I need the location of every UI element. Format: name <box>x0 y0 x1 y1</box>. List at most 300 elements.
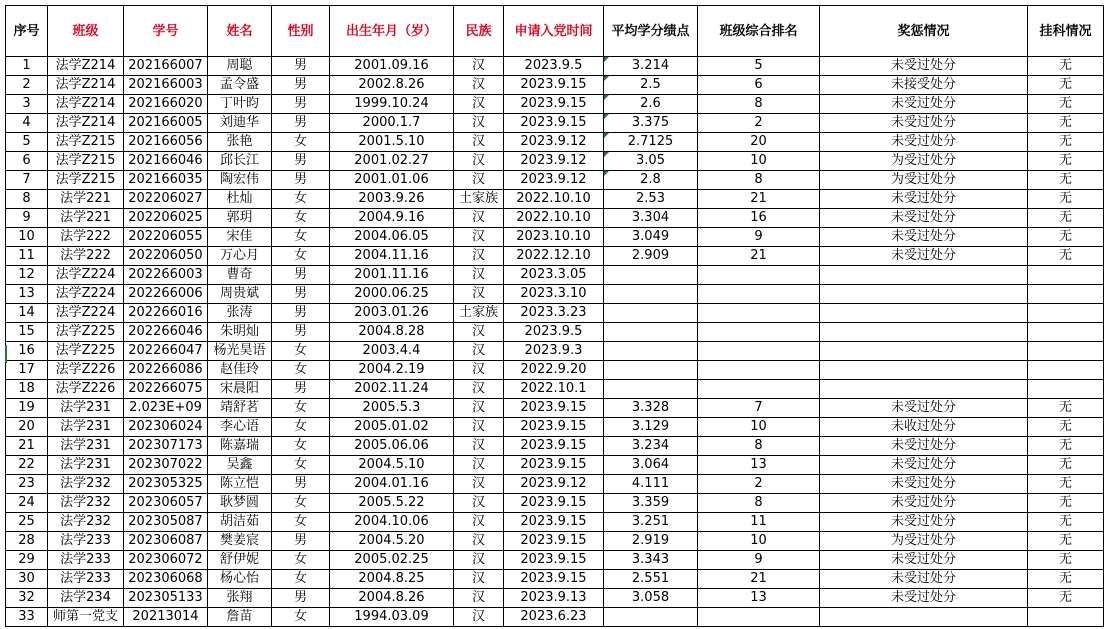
cell-birthdate[interactable]: 2004.5.20 <box>330 532 454 551</box>
cell-failed-courses[interactable]: 无 <box>1028 570 1104 589</box>
cell-class[interactable]: 法学Z224 <box>48 304 124 323</box>
cell-class[interactable]: 法学231 <box>48 437 124 456</box>
cell-gender[interactable]: 女 <box>272 228 330 247</box>
cell-ethnicity[interactable]: 汉 <box>454 418 504 437</box>
cell-gpa[interactable]: 2.8 <box>604 171 698 190</box>
cell-student-id[interactable]: 202206025 <box>124 209 208 228</box>
cell-birthdate[interactable]: 2004.11.16 <box>330 247 454 266</box>
cell-failed-courses[interactable]: 无 <box>1028 133 1104 152</box>
cell-failed-courses[interactable]: 无 <box>1028 475 1104 494</box>
cell-ethnicity[interactable]: 汉 <box>454 399 504 418</box>
cell-application-date[interactable]: 2023.9.15 <box>504 437 604 456</box>
cell-student-id[interactable]: 202206055 <box>124 228 208 247</box>
cell-class-rank[interactable]: 21 <box>698 247 820 266</box>
cell-gender[interactable]: 男 <box>272 152 330 171</box>
cell-class[interactable]: 法学231 <box>48 456 124 475</box>
cell-class-rank[interactable] <box>698 304 820 323</box>
cell-index[interactable]: 15 <box>6 323 48 342</box>
cell-failed-courses[interactable] <box>1028 266 1104 285</box>
cell-rewards-punishments[interactable] <box>820 323 1028 342</box>
cell-birthdate[interactable]: 2005.06.06 <box>330 437 454 456</box>
cell-ethnicity[interactable]: 土家族 <box>454 190 504 209</box>
cell-failed-courses[interactable] <box>1028 361 1104 380</box>
cell-failed-courses[interactable] <box>1028 285 1104 304</box>
cell-application-date[interactable]: 2023.9.15 <box>504 551 604 570</box>
cell-class[interactable]: 法学Z214 <box>48 95 124 114</box>
cell-application-date[interactable]: 2023.9.15 <box>504 399 604 418</box>
cell-name[interactable]: 胡洁茹 <box>208 513 272 532</box>
cell-failed-courses[interactable]: 无 <box>1028 57 1104 76</box>
cell-gender[interactable]: 男 <box>272 304 330 323</box>
header-gender[interactable]: 性别 <box>272 6 330 57</box>
cell-gender[interactable]: 女 <box>272 247 330 266</box>
cell-gpa[interactable]: 3.05 <box>604 152 698 171</box>
cell-gpa[interactable] <box>604 323 698 342</box>
cell-name[interactable]: 张艳 <box>208 133 272 152</box>
cell-student-id[interactable]: 202266075 <box>124 380 208 399</box>
cell-rewards-punishments[interactable]: 为受过处分 <box>820 152 1028 171</box>
cell-rewards-punishments[interactable]: 未受过处分 <box>820 437 1028 456</box>
cell-class[interactable]: 法学221 <box>48 209 124 228</box>
cell-class-rank[interactable]: 10 <box>698 532 820 551</box>
cell-rewards-punishments[interactable]: 未受过处分 <box>820 57 1028 76</box>
header-index[interactable]: 序号 <box>6 6 48 57</box>
cell-student-id[interactable]: 202166003 <box>124 76 208 95</box>
cell-birthdate[interactable]: 2002.8.26 <box>330 76 454 95</box>
cell-class[interactable]: 法学233 <box>48 570 124 589</box>
cell-gender[interactable]: 女 <box>272 551 330 570</box>
cell-class-rank[interactable]: 13 <box>698 456 820 475</box>
cell-index[interactable]: 1 <box>6 57 48 76</box>
cell-rewards-punishments[interactable]: 未受过处分 <box>820 228 1028 247</box>
cell-class-rank[interactable]: 5 <box>698 57 820 76</box>
cell-application-date[interactable]: 2023.9.15 <box>504 95 604 114</box>
cell-gender[interactable]: 女 <box>272 494 330 513</box>
cell-gpa[interactable]: 2.909 <box>604 247 698 266</box>
cell-student-id[interactable]: 202266016 <box>124 304 208 323</box>
cell-gpa[interactable] <box>604 608 698 627</box>
cell-application-date[interactable]: 2023.3.10 <box>504 285 604 304</box>
cell-gender[interactable]: 女 <box>272 418 330 437</box>
cell-class[interactable]: 法学Z215 <box>48 171 124 190</box>
cell-application-date[interactable]: 2022.10.10 <box>504 190 604 209</box>
cell-gender[interactable]: 男 <box>272 171 330 190</box>
cell-class-rank[interactable] <box>698 342 820 361</box>
cell-gpa[interactable]: 3.304 <box>604 209 698 228</box>
cell-gender[interactable]: 女 <box>272 133 330 152</box>
cell-failed-courses[interactable]: 无 <box>1028 513 1104 532</box>
cell-index[interactable]: 14 <box>6 304 48 323</box>
cell-student-id[interactable]: 202166005 <box>124 114 208 133</box>
cell-index[interactable]: 30 <box>6 570 48 589</box>
cell-application-date[interactable]: 2023.9.12 <box>504 133 604 152</box>
cell-failed-courses[interactable] <box>1028 323 1104 342</box>
cell-ethnicity[interactable]: 汉 <box>454 437 504 456</box>
cell-ethnicity[interactable]: 汉 <box>454 228 504 247</box>
cell-ethnicity[interactable]: 汉 <box>454 589 504 608</box>
cell-gpa[interactable]: 3.343 <box>604 551 698 570</box>
cell-class-rank[interactable]: 8 <box>698 95 820 114</box>
cell-class[interactable]: 法学Z226 <box>48 380 124 399</box>
cell-application-date[interactable]: 2023.9.3 <box>504 342 604 361</box>
cell-failed-courses[interactable]: 无 <box>1028 171 1104 190</box>
cell-class[interactable]: 法学232 <box>48 513 124 532</box>
cell-application-date[interactable]: 2023.9.12 <box>504 475 604 494</box>
cell-rewards-punishments[interactable]: 为受过处分 <box>820 532 1028 551</box>
cell-class-rank[interactable]: 7 <box>698 399 820 418</box>
cell-ethnicity[interactable]: 汉 <box>454 76 504 95</box>
cell-application-date[interactable]: 2023.3.23 <box>504 304 604 323</box>
cell-gpa[interactable]: 3.214 <box>604 57 698 76</box>
cell-application-date[interactable]: 2023.10.10 <box>504 228 604 247</box>
cell-rewards-punishments[interactable]: 未受过处分 <box>820 133 1028 152</box>
cell-class[interactable]: 法学Z214 <box>48 76 124 95</box>
cell-gender[interactable]: 女 <box>272 608 330 627</box>
cell-ethnicity[interactable]: 汉 <box>454 285 504 304</box>
cell-application-date[interactable]: 2022.12.10 <box>504 247 604 266</box>
cell-class-rank[interactable]: 8 <box>698 171 820 190</box>
cell-class-rank[interactable]: 9 <box>698 551 820 570</box>
cell-application-date[interactable]: 2023.3.05 <box>504 266 604 285</box>
cell-name[interactable]: 孟令盛 <box>208 76 272 95</box>
cell-index[interactable]: 13 <box>6 285 48 304</box>
cell-student-id[interactable]: 202307022 <box>124 456 208 475</box>
cell-gender[interactable]: 女 <box>272 456 330 475</box>
cell-gender[interactable]: 男 <box>272 76 330 95</box>
cell-student-id[interactable]: 202306024 <box>124 418 208 437</box>
header-name[interactable]: 姓名 <box>208 6 272 57</box>
cell-gpa[interactable]: 2.53 <box>604 190 698 209</box>
cell-birthdate[interactable]: 2001.11.16 <box>330 266 454 285</box>
cell-rewards-punishments[interactable]: 未接受处分 <box>820 76 1028 95</box>
cell-name[interactable]: 杜灿 <box>208 190 272 209</box>
cell-gpa[interactable]: 3.359 <box>604 494 698 513</box>
cell-birthdate[interactable]: 1999.10.24 <box>330 95 454 114</box>
cell-gender[interactable]: 女 <box>272 513 330 532</box>
cell-failed-courses[interactable]: 无 <box>1028 418 1104 437</box>
cell-gpa[interactable]: 3.129 <box>604 418 698 437</box>
cell-name[interactable]: 陶宏伟 <box>208 171 272 190</box>
cell-ethnicity[interactable]: 汉 <box>454 456 504 475</box>
cell-failed-courses[interactable] <box>1028 608 1104 627</box>
cell-rewards-punishments[interactable]: 未受过处分 <box>820 570 1028 589</box>
cell-application-date[interactable]: 2023.9.15 <box>504 418 604 437</box>
cell-name[interactable]: 邱长江 <box>208 152 272 171</box>
cell-rewards-punishments[interactable]: 未受过处分 <box>820 247 1028 266</box>
cell-student-id[interactable]: 202305133 <box>124 589 208 608</box>
cell-name[interactable]: 赵佳玲 <box>208 361 272 380</box>
cell-rewards-punishments[interactable]: 未受过处分 <box>820 589 1028 608</box>
cell-application-date[interactable]: 2023.9.15 <box>504 532 604 551</box>
cell-birthdate[interactable]: 2004.8.25 <box>330 570 454 589</box>
cell-index[interactable]: 12 <box>6 266 48 285</box>
cell-index[interactable]: 25 <box>6 513 48 532</box>
cell-application-date[interactable]: 2023.9.15 <box>504 114 604 133</box>
cell-index[interactable]: 11 <box>6 247 48 266</box>
cell-index[interactable]: 29 <box>6 551 48 570</box>
cell-class[interactable]: 法学Z225 <box>48 323 124 342</box>
cell-application-date[interactable]: 2023.9.5 <box>504 323 604 342</box>
cell-class-rank[interactable] <box>698 608 820 627</box>
cell-application-date[interactable]: 2023.9.12 <box>504 152 604 171</box>
cell-gpa[interactable]: 4.111 <box>604 475 698 494</box>
cell-ethnicity[interactable]: 汉 <box>454 323 504 342</box>
cell-ethnicity[interactable]: 汉 <box>454 513 504 532</box>
header-rewards-punishments[interactable]: 奖惩情况 <box>820 6 1028 57</box>
cell-index[interactable]: 9 <box>6 209 48 228</box>
cell-class-rank[interactable]: 16 <box>698 209 820 228</box>
cell-rewards-punishments[interactable]: 未受过处分 <box>820 513 1028 532</box>
cell-name[interactable]: 舒伊妮 <box>208 551 272 570</box>
cell-index[interactable]: 2 <box>6 76 48 95</box>
cell-gender[interactable]: 女 <box>272 190 330 209</box>
cell-application-date[interactable]: 2023.9.15 <box>504 76 604 95</box>
cell-rewards-punishments[interactable]: 未受过处分 <box>820 456 1028 475</box>
cell-rewards-punishments[interactable]: 未受过处分 <box>820 475 1028 494</box>
cell-failed-courses[interactable] <box>1028 304 1104 323</box>
cell-class-rank[interactable]: 20 <box>698 133 820 152</box>
cell-birthdate[interactable]: 2001.5.10 <box>330 133 454 152</box>
header-gpa[interactable]: 平均学分绩点 <box>604 6 698 57</box>
cell-ethnicity[interactable]: 汉 <box>454 342 504 361</box>
cell-class[interactable]: 法学Z226 <box>48 361 124 380</box>
cell-student-id[interactable]: 202266003 <box>124 266 208 285</box>
cell-student-id[interactable]: 202166046 <box>124 152 208 171</box>
cell-student-id[interactable]: 2.023E+09 <box>124 399 208 418</box>
cell-birthdate[interactable]: 2001.02.27 <box>330 152 454 171</box>
cell-class[interactable]: 法学233 <box>48 551 124 570</box>
cell-class-rank[interactable]: 11 <box>698 513 820 532</box>
cell-student-id[interactable]: 202266046 <box>124 323 208 342</box>
header-ethnicity[interactable]: 民族 <box>454 6 504 57</box>
cell-name[interactable]: 刘迪华 <box>208 114 272 133</box>
cell-student-id[interactable]: 202305325 <box>124 475 208 494</box>
cell-rewards-punishments[interactable]: 未受过处分 <box>820 114 1028 133</box>
cell-gpa[interactable]: 2.551 <box>604 570 698 589</box>
cell-name[interactable]: 郭玥 <box>208 209 272 228</box>
cell-rewards-punishments[interactable]: 未受过处分 <box>820 494 1028 513</box>
cell-class-rank[interactable] <box>698 361 820 380</box>
cell-application-date[interactable]: 2023.6.23 <box>504 608 604 627</box>
cell-failed-courses[interactable]: 无 <box>1028 551 1104 570</box>
cell-failed-courses[interactable]: 无 <box>1028 399 1104 418</box>
cell-ethnicity[interactable]: 汉 <box>454 266 504 285</box>
cell-birthdate[interactable]: 2000.1.7 <box>330 114 454 133</box>
cell-name[interactable]: 陈嘉瑞 <box>208 437 272 456</box>
cell-rewards-punishments[interactable] <box>820 266 1028 285</box>
cell-class-rank[interactable]: 13 <box>698 589 820 608</box>
cell-birthdate[interactable]: 2004.8.26 <box>330 589 454 608</box>
cell-birthdate[interactable]: 1994.03.09 <box>330 608 454 627</box>
cell-index[interactable]: 16 <box>6 342 48 361</box>
cell-student-id[interactable]: 202306087 <box>124 532 208 551</box>
cell-gender[interactable]: 男 <box>272 532 330 551</box>
cell-student-id[interactable]: 202166035 <box>124 171 208 190</box>
cell-birthdate[interactable]: 2004.8.28 <box>330 323 454 342</box>
cell-class[interactable]: 法学233 <box>48 532 124 551</box>
cell-student-id[interactable]: 202166020 <box>124 95 208 114</box>
cell-class-rank[interactable] <box>698 285 820 304</box>
cell-gender[interactable]: 男 <box>272 114 330 133</box>
cell-class[interactable]: 法学Z215 <box>48 152 124 171</box>
cell-birthdate[interactable]: 2003.9.26 <box>330 190 454 209</box>
cell-ethnicity[interactable]: 汉 <box>454 494 504 513</box>
cell-class-rank[interactable]: 10 <box>698 152 820 171</box>
cell-class-rank[interactable] <box>698 323 820 342</box>
cell-name[interactable]: 詹苗 <box>208 608 272 627</box>
cell-gpa[interactable] <box>604 361 698 380</box>
cell-gender[interactable]: 男 <box>272 57 330 76</box>
cell-class[interactable]: 师第一党支 <box>48 608 124 627</box>
cell-gpa[interactable] <box>604 380 698 399</box>
cell-index[interactable]: 10 <box>6 228 48 247</box>
cell-gender[interactable]: 男 <box>272 380 330 399</box>
cell-failed-courses[interactable] <box>1028 342 1104 361</box>
cell-class[interactable]: 法学Z215 <box>48 133 124 152</box>
cell-rewards-punishments[interactable] <box>820 285 1028 304</box>
cell-ethnicity[interactable]: 汉 <box>454 608 504 627</box>
cell-gender[interactable]: 男 <box>272 95 330 114</box>
cell-student-id[interactable]: 202206027 <box>124 190 208 209</box>
cell-birthdate[interactable]: 2004.06.05 <box>330 228 454 247</box>
cell-class[interactable]: 法学232 <box>48 494 124 513</box>
cell-class-rank[interactable]: 2 <box>698 475 820 494</box>
cell-index[interactable]: 8 <box>6 190 48 209</box>
cell-class-rank[interactable]: 8 <box>698 437 820 456</box>
cell-class-rank[interactable]: 9 <box>698 228 820 247</box>
cell-student-id[interactable]: 202305087 <box>124 513 208 532</box>
cell-name[interactable]: 杨心怡 <box>208 570 272 589</box>
cell-index[interactable]: 24 <box>6 494 48 513</box>
cell-gender[interactable]: 女 <box>272 361 330 380</box>
cell-rewards-punishments[interactable]: 为受过处分 <box>820 171 1028 190</box>
cell-ethnicity[interactable]: 汉 <box>454 171 504 190</box>
cell-rewards-punishments[interactable]: 未受过处分 <box>820 209 1028 228</box>
cell-index[interactable]: 22 <box>6 456 48 475</box>
cell-failed-courses[interactable]: 无 <box>1028 190 1104 209</box>
cell-ethnicity[interactable]: 汉 <box>454 133 504 152</box>
cell-index[interactable]: 28 <box>6 532 48 551</box>
cell-index[interactable]: 3 <box>6 95 48 114</box>
cell-rewards-punishments[interactable] <box>820 380 1028 399</box>
cell-gpa[interactable]: 3.049 <box>604 228 698 247</box>
cell-student-id[interactable]: 202206050 <box>124 247 208 266</box>
cell-failed-courses[interactable]: 无 <box>1028 209 1104 228</box>
cell-ethnicity[interactable]: 土家族 <box>454 304 504 323</box>
cell-rewards-punishments[interactable]: 未受过处分 <box>820 399 1028 418</box>
cell-gpa[interactable]: 3.234 <box>604 437 698 456</box>
cell-class[interactable]: 法学231 <box>48 418 124 437</box>
cell-name[interactable]: 靖舒茗 <box>208 399 272 418</box>
header-class[interactable]: 班级 <box>48 6 124 57</box>
cell-class-rank[interactable]: 8 <box>698 494 820 513</box>
cell-failed-courses[interactable]: 无 <box>1028 228 1104 247</box>
cell-rewards-punishments[interactable]: 未收过处分 <box>820 418 1028 437</box>
cell-gender[interactable]: 女 <box>272 437 330 456</box>
cell-failed-courses[interactable]: 无 <box>1028 494 1104 513</box>
cell-student-id[interactable]: 202306068 <box>124 570 208 589</box>
cell-gpa[interactable] <box>604 266 698 285</box>
cell-index[interactable]: 33 <box>6 608 48 627</box>
cell-class-rank[interactable]: 21 <box>698 570 820 589</box>
cell-index[interactable]: 17 <box>6 361 48 380</box>
cell-name[interactable]: 周聪 <box>208 57 272 76</box>
cell-birthdate[interactable]: 2005.5.22 <box>330 494 454 513</box>
cell-index[interactable]: 18 <box>6 380 48 399</box>
cell-rewards-punishments[interactable]: 未受过处分 <box>820 190 1028 209</box>
cell-student-id[interactable]: 202266086 <box>124 361 208 380</box>
cell-class[interactable]: 法学Z224 <box>48 266 124 285</box>
cell-failed-courses[interactable]: 无 <box>1028 532 1104 551</box>
cell-class-rank[interactable]: 10 <box>698 418 820 437</box>
cell-failed-courses[interactable]: 无 <box>1028 95 1104 114</box>
cell-name[interactable]: 宋佳 <box>208 228 272 247</box>
cell-gender[interactable]: 男 <box>272 475 330 494</box>
cell-rewards-punishments[interactable] <box>820 608 1028 627</box>
cell-gender[interactable]: 男 <box>272 589 330 608</box>
cell-index[interactable]: 23 <box>6 475 48 494</box>
cell-gender[interactable]: 女 <box>272 209 330 228</box>
cell-failed-courses[interactable]: 无 <box>1028 437 1104 456</box>
cell-class[interactable]: 法学222 <box>48 247 124 266</box>
cell-application-date[interactable]: 2022.10.1 <box>504 380 604 399</box>
cell-index[interactable]: 19 <box>6 399 48 418</box>
cell-index[interactable]: 20 <box>6 418 48 437</box>
cell-gpa[interactable]: 2.919 <box>604 532 698 551</box>
cell-gpa[interactable]: 3.058 <box>604 589 698 608</box>
cell-student-id[interactable]: 202166007 <box>124 57 208 76</box>
cell-class-rank[interactable] <box>698 380 820 399</box>
cell-ethnicity[interactable]: 汉 <box>454 361 504 380</box>
cell-name[interactable]: 吴鑫 <box>208 456 272 475</box>
cell-name[interactable]: 陈立恺 <box>208 475 272 494</box>
cell-ethnicity[interactable]: 汉 <box>454 570 504 589</box>
cell-failed-courses[interactable]: 无 <box>1028 152 1104 171</box>
cell-birthdate[interactable]: 2004.5.10 <box>330 456 454 475</box>
cell-gpa[interactable]: 3.251 <box>604 513 698 532</box>
cell-application-date[interactable]: 2022.10.10 <box>504 209 604 228</box>
cell-class[interactable]: 法学Z214 <box>48 114 124 133</box>
cell-rewards-punishments[interactable] <box>820 361 1028 380</box>
cell-rewards-punishments[interactable]: 未受过处分 <box>820 95 1028 114</box>
cell-ethnicity[interactable]: 汉 <box>454 380 504 399</box>
cell-application-date[interactable]: 2023.9.12 <box>504 171 604 190</box>
cell-birthdate[interactable]: 2005.02.25 <box>330 551 454 570</box>
cell-student-id[interactable]: 202306057 <box>124 494 208 513</box>
cell-failed-courses[interactable]: 无 <box>1028 247 1104 266</box>
cell-gpa[interactable]: 2.5 <box>604 76 698 95</box>
cell-application-date[interactable]: 2023.9.15 <box>504 456 604 475</box>
cell-name[interactable]: 樊姜宸 <box>208 532 272 551</box>
cell-class-rank[interactable] <box>698 266 820 285</box>
cell-class[interactable]: 法学222 <box>48 228 124 247</box>
cell-gpa[interactable]: 3.375 <box>604 114 698 133</box>
cell-gender[interactable]: 男 <box>272 285 330 304</box>
cell-name[interactable]: 万心月 <box>208 247 272 266</box>
cell-name[interactable]: 宋晨阳 <box>208 380 272 399</box>
cell-student-id[interactable]: 20213014 <box>124 608 208 627</box>
cell-name[interactable]: 杨光昊语 <box>208 342 272 361</box>
cell-gpa[interactable]: 2.6 <box>604 95 698 114</box>
cell-failed-courses[interactable] <box>1028 380 1104 399</box>
cell-birthdate[interactable]: 2003.4.4 <box>330 342 454 361</box>
cell-application-date[interactable]: 2023.9.15 <box>504 513 604 532</box>
cell-name[interactable]: 周贵斌 <box>208 285 272 304</box>
cell-gpa[interactable]: 3.064 <box>604 456 698 475</box>
header-class-rank[interactable]: 班级综合排名 <box>698 6 820 57</box>
cell-name[interactable]: 耿梦圆 <box>208 494 272 513</box>
cell-student-id[interactable]: 202266006 <box>124 285 208 304</box>
